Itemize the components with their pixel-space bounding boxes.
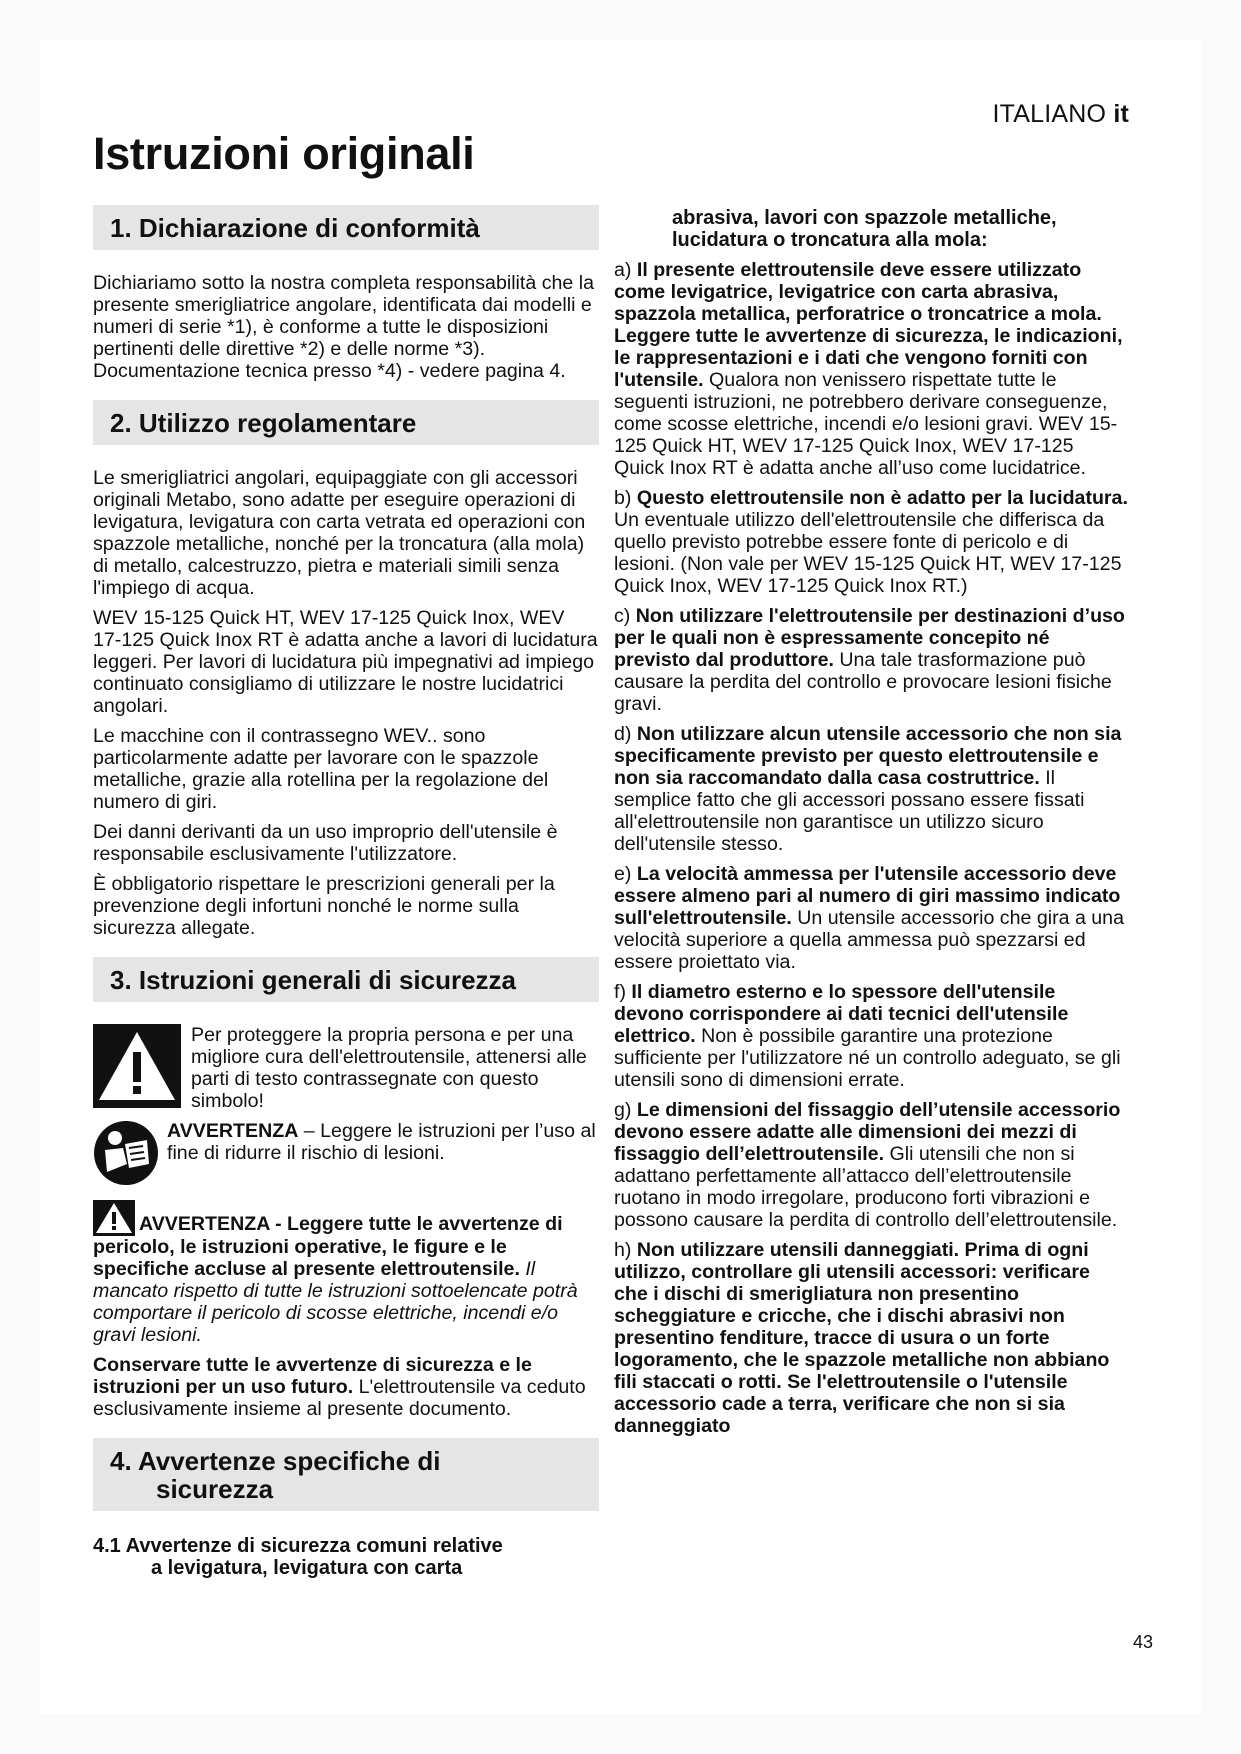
section-2-paragraph: Le smerigliatrici angolari, equipaggiate con gli accessori originali Metabo, sono adatte per eseguire operazioni di levigatura, levigatura con carta vetrata ed operazioni con spazzole metalliche, nonché per la troncatura (alla mola) di metallo, calcestruzzo, pietra e materiali simili senza l'impiego di acqua. [93,467,586,599]
general-warning [93,1200,598,1346]
section-2-paragraph: Dei danni derivanti da un uso improprio dell'utensile è responsabile esclusivamente l'utilizzatore. [93,821,558,865]
warning-triangle-icon [93,1024,181,1108]
section-2-paragraph: Le macchine con il contrassegno WEV.. sono particolarmente adatte per lavorare con le spazzole metalliche, grazie alla rotellina per la regolazione del numero di giri. [93,725,549,813]
section-4-heading: 4. Avvertenze specifiche di sicurezza [93,1438,599,1511]
section-3-heading: 3. Istruzioni generali di sicurezza [93,957,599,1002]
read-warning-label: AVVERTENZA [167,1120,299,1142]
read-manual-icon [93,1120,159,1186]
list-item: b) Questo elettroutensile non è adatto per la lucidatura. Un eventuale utilizzo dell'elettroutensile che differisca da quello previsto potrebbe essere fonte di pericolo e di lesioni. (Non vale per WEV 15-125 Quick HT, WEV 17-125 Quick Inox, WEV 17-125 Quick Inox RT.) [614,487,1128,597]
section-2-heading: 2. Utilizzo regolamentare [93,400,599,445]
list-item: c) Non utilizzare l'elettroutensile per destinazioni d’uso per le quali non è espressamente concepito né previsto dal produttore. Una tale trasformazione può causare la perdita del controllo e provocare lesioni fisiche gravi. [614,605,1125,715]
list-item: d) Non utilizzare alcun utensile accessorio che non sia specificamente previsto per questo elettroutensile e non sia raccomandato dalla casa costruttrice. Il semplice fatto che gli accessori possano essere fissati all'elettroutensile non garantisce un utilizzo sicuro dell'utensile stesso. [614,723,1122,855]
section-1-heading: 1. Dichiarazione di conformità [93,205,599,250]
right-column [614,207,1128,1445]
list-item: f) Il diametro esterno e lo spessore dell'utensile devono corrispondere ai dati tecnici dell'utensile elettrico. Non è possibile garantire una protezione sufficiente per l'utilizzatore né un controllo adeguato, se gli utensili sono di dimensioni errate. [614,981,1121,1091]
general-warning-italic: Il mancato rispetto di tutte le istruzioni sottoelencate potrà comportare il pericolo di scosse elettriche, incendi e/o gravi lesioni. [93,1258,578,1346]
keep-text: L'elettroutensile va ceduto esclusivamente insieme al presente documento. [93,1376,586,1420]
keep-bold: Conservare tutte le avvertenze di sicurezza e le istruzioni per un uso futuro. [93,1354,532,1398]
section-2-paragraph: WEV 15-125 Quick HT, WEV 17-125 Quick Inox, WEV 17-125 Quick Inox RT è adatta anche a lavori di lucidatura leggeri. Per lavori di lucidatura più impegnativi ad impiego continuato consigliamo di utilizzare le nostre lucidatrici angolari. [93,607,598,717]
section-1-text: Dichiariamo sotto la nostra completa responsabilità che la presente smerigliatrice angolare, identificata dai modelli e numeri di serie *1), è conforme a tutte le disposizioni pertinenti delle direttive *2) e delle norme *3). Documentazione tecnica presso *4) - vedere pagina 4. [93,272,594,382]
page-number: 43 [1133,1632,1154,1652]
page-title: Istruzioni originali [93,128,475,179]
list-item: a) Il presente elettroutensile deve essere utilizzato come levigatrice, levigatrice con carta abrasiva, spazzola metallica, perforatrice o troncatrice a mola. Leggere tutte le avvertenze di sicurezza, le indicazioni, le rappresentazioni e i dati che vengono forniti con l'utensile. Qualora non venissero rispettate tutte le seguenti istruzioni, ne potrebbero derivare conseguenze, come scosse elettriche, incendi e/o lesioni gravi. WEV 15-125 Quick HT, WEV 17-125 Quick Inox, WEV 17-125 Quick Inox RT è adatta anche all’uso come lucidatrice. [614,259,1123,479]
section-2-paragraph: È obbligatorio rispettare le prescrizioni generali per la prevenzione degli infortuni nonché le norme sulla sicurezza allegate. [93,873,555,939]
list-item: e) La velocità ammessa per l'utensile accessorio deve essere almeno pari al numero di giri massimo indicato sull'elettroutensile. Un utensile accessorio che gira a una velocità superiore a quella ammessa può spezzarsi ed essere proiettato via. [614,863,1124,973]
subsection-4-1-heading: 4.1 Avvertenze di sicurezza comuni relative a levigatura, levigatura con carta [93,1535,503,1579]
list-item: h) Non utilizzare utensili danneggiati. Prima di ogni utilizzo, controllare gli utensili accessori: verificare che i dischi di smerigliatura non presentino scheggiature e cricche, che i dischi abrasivi non presentino fenditure, tracce di usura o un forte logoramento, che le spazzole metalliche non abbiano fili staccati o rotti. Se l'elettroutensile o l'utensile accessorio cade a terra, verificare che non si sia danneggiato [614,1239,1110,1437]
symbol-note [93,1024,598,1112]
keep-instructions [93,1354,598,1420]
warning-triangle-small-icon [93,1200,135,1236]
read-manual-warning [93,1120,598,1186]
list-item: g) Le dimensioni del fissaggio dell’utensile accessorio devono essere adatte alle dimensioni dei mezzi di fissaggio dell’elettroutensile. Gli utensili che non si adattano perfettamente all’attacco dell’elettroutensile ruotano in modo irregolare, producono forti vibrazioni e possono causare la perdita di controllo dell’elettroutensile. [614,1099,1121,1231]
left-column [93,205,598,1579]
subsection-4-1-continued: abrasiva, lavori con spazzole metalliche, lucidatura o troncatura alla mola: [672,207,1057,251]
general-warning-bold: AVVERTENZA - Leggere tutte le avvertenze di pericolo, le istruzioni operative, le figure e le specifiche accluse al presente elettroutensile. [93,1213,563,1280]
symbol-note-text: Per proteggere la propria persona e per una migliore cura dell'elettroutensile, attenersi alle parti di testo contrassegnate con questo simbolo! [191,1024,587,1112]
read-warning-text: – Leggere le istruzioni per l’uso al fine di ridurre il rischio di lesioni. [167,1120,596,1164]
language-label: ITALIANO it [992,100,1129,128]
